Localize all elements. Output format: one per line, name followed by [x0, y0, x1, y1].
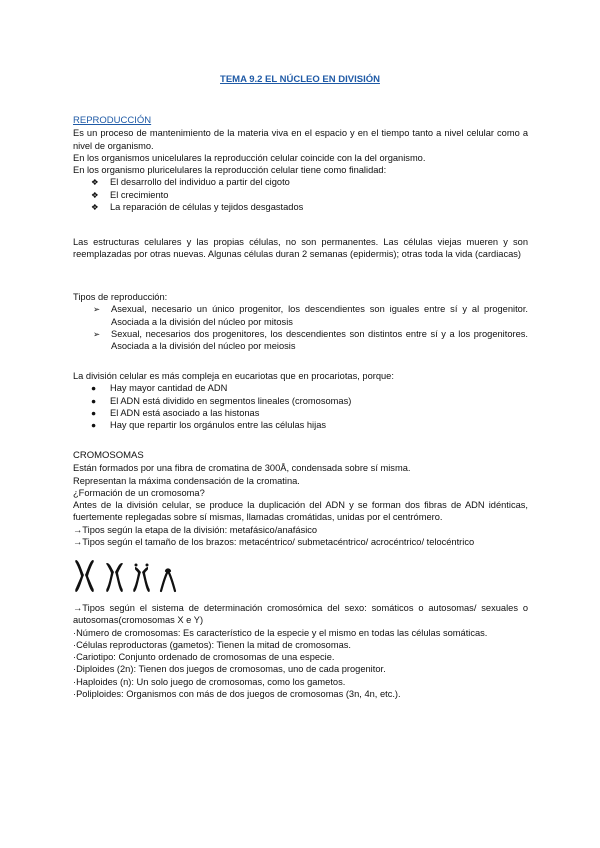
dot-bullet-icon: ●	[91, 420, 97, 431]
arrow-bullet-icon: ➢	[93, 304, 101, 315]
list-item-text: Hay que repartir los orgánulos entre las células hijas	[110, 420, 327, 431]
cromosomas-line: ¿Formación de un cromosoma?	[73, 487, 205, 498]
telocentric-chromosome-icon	[161, 570, 175, 592]
list-item-text: Asexual, necesario un único progenitor, los descendientes son iguales entre sí y al progenitor. Asociada a la división del núcleo por mitosis	[111, 304, 528, 327]
razones-list	[73, 382, 528, 431]
metacentric-chromosome-icon	[75, 560, 94, 592]
list-item-text: Sexual, necesarios dos progenitores, los descendientes son distintos entre sí y a los progenitores. Asociada a la división del núcleo por meiosis	[111, 328, 528, 352]
cromosomas-heading: CROMOSOMAS	[73, 450, 144, 461]
chromosome-types-illustration	[73, 558, 193, 594]
dot-bullet-icon: ●	[91, 383, 97, 394]
cromosomas-section	[73, 450, 528, 548]
diamond-bullet-icon: ❖	[91, 189, 99, 200]
definition-line: ·Haploides (n): Un solo juego de cromosomas, como los gametos.	[73, 676, 346, 687]
tipo-etapa-text: →Tipos según la etapa de la división: metafásico/anafásico	[73, 524, 318, 535]
list-item-text: Hay mayor cantidad de ADN	[110, 383, 228, 394]
definition-line: ·Diploides (2n): Tienen dos juegos de cromosomas, uno de cada progenitor.	[73, 664, 386, 675]
reproduccion-heading: REPRODUCCIÓN	[73, 115, 152, 126]
acrocentric-chromosome-icon	[133, 564, 150, 593]
list-item	[73, 303, 528, 328]
definition-line: ·Cariotipo: Conjunto ordenado de cromosomas de una especie.	[73, 652, 335, 663]
diamond-bullet-icon: ❖	[91, 177, 99, 188]
numero-cromosomas-text: ·Número de cromosomas: Es característico de la especie y el mismo en todas las células somáticas.	[73, 627, 488, 638]
list-item	[73, 395, 528, 407]
dot-bullet-icon: ●	[91, 407, 97, 418]
diamond-bullet-icon: ❖	[91, 202, 99, 213]
list-item-text: El crecimiento	[110, 189, 169, 200]
eucariotas-section	[73, 370, 528, 431]
finalidades-list	[73, 176, 528, 213]
definition-line: ·Células reproductoras (gametos): Tienen la mitad de cromosomas.	[73, 639, 351, 650]
list-item	[73, 189, 528, 201]
cromosomas-details	[73, 602, 528, 700]
eucariotas-intro: La división celular es más compleja en eucariotas que en procariotas, porque:	[73, 371, 394, 381]
list-item	[73, 328, 528, 353]
tipo-brazos-text: →Tipos según el tamaño de los brazos: metacéntrico/ submetacéntrico/ acrocéntrico/ telocéntrico	[73, 537, 475, 548]
reproduccion-intro: Es un proceso de mantenimiento de la materia viva en el espacio y en el tiempo tanto a nivel celular como a nivel de organismo.	[73, 128, 528, 151]
tipos-label: Tipos de reproducción:	[73, 292, 168, 302]
unicelulares-text: En los organismos unicelulares la reproducción celular coincide con la del organismo.	[73, 152, 426, 163]
cromosomas-line: Representan la máxima condensación de la cromatina.	[73, 475, 300, 486]
list-item-text: El ADN está dividido en segmentos lineales (cromosomas)	[110, 395, 352, 406]
tipo-sexo-text: →Tipos según el sistema de determinación cromosómica del sexo: somáticos o autosomas/ sexuales o autosomas(cromosomas X e Y)	[73, 603, 528, 626]
reproduccion-section	[73, 115, 528, 213]
antes-division-text: Antes de la división celular, se produce la duplicación del ADN y se forman dos fibras de ADN idénticas, fuertemente replegadas sobre sí mismas, llamadas cromátidas, unidas por el centrómero.	[73, 500, 528, 523]
list-item-text: La reparación de células y tejidos desgastados	[110, 202, 304, 213]
tipos-reproduccion	[73, 291, 528, 352]
submetacentric-chromosome-icon	[106, 563, 123, 592]
estructuras-paragraph: Las estructuras celulares y las propias células, no son permanentes. Las células viejas mueren y son reemplazadas por otras nuevas. Algunas células duran 2 semanas (epidermis); otras toda la vida (cardiacas)	[73, 237, 528, 260]
list-item-text: El ADN está asociado a las histonas	[110, 407, 260, 418]
list-item-text: El desarrollo del individuo a partir del cigoto	[110, 177, 290, 188]
dot-bullet-icon: ●	[91, 395, 97, 406]
definition-line: ·Poliploides: Organismos con más de dos juegos de cromosomas (3n, 4n, etc.).	[73, 689, 401, 700]
list-item	[73, 382, 528, 394]
tipos-list	[73, 303, 528, 352]
list-item	[73, 407, 528, 419]
list-item	[73, 176, 528, 188]
pluricelulares-text: En los organismo pluricelulares la reproducción celular tiene como finalidad:	[73, 165, 387, 176]
cromosomas-line: Están formados por una fibra de cromatina de 300Å, condensada sobre sí misma.	[73, 463, 411, 474]
list-item	[73, 419, 528, 431]
list-item	[73, 201, 528, 213]
page-title: TEMA 9.2 EL NÚCLEO EN DIVISIÓN	[220, 74, 380, 85]
arrow-bullet-icon: ➢	[93, 328, 101, 339]
